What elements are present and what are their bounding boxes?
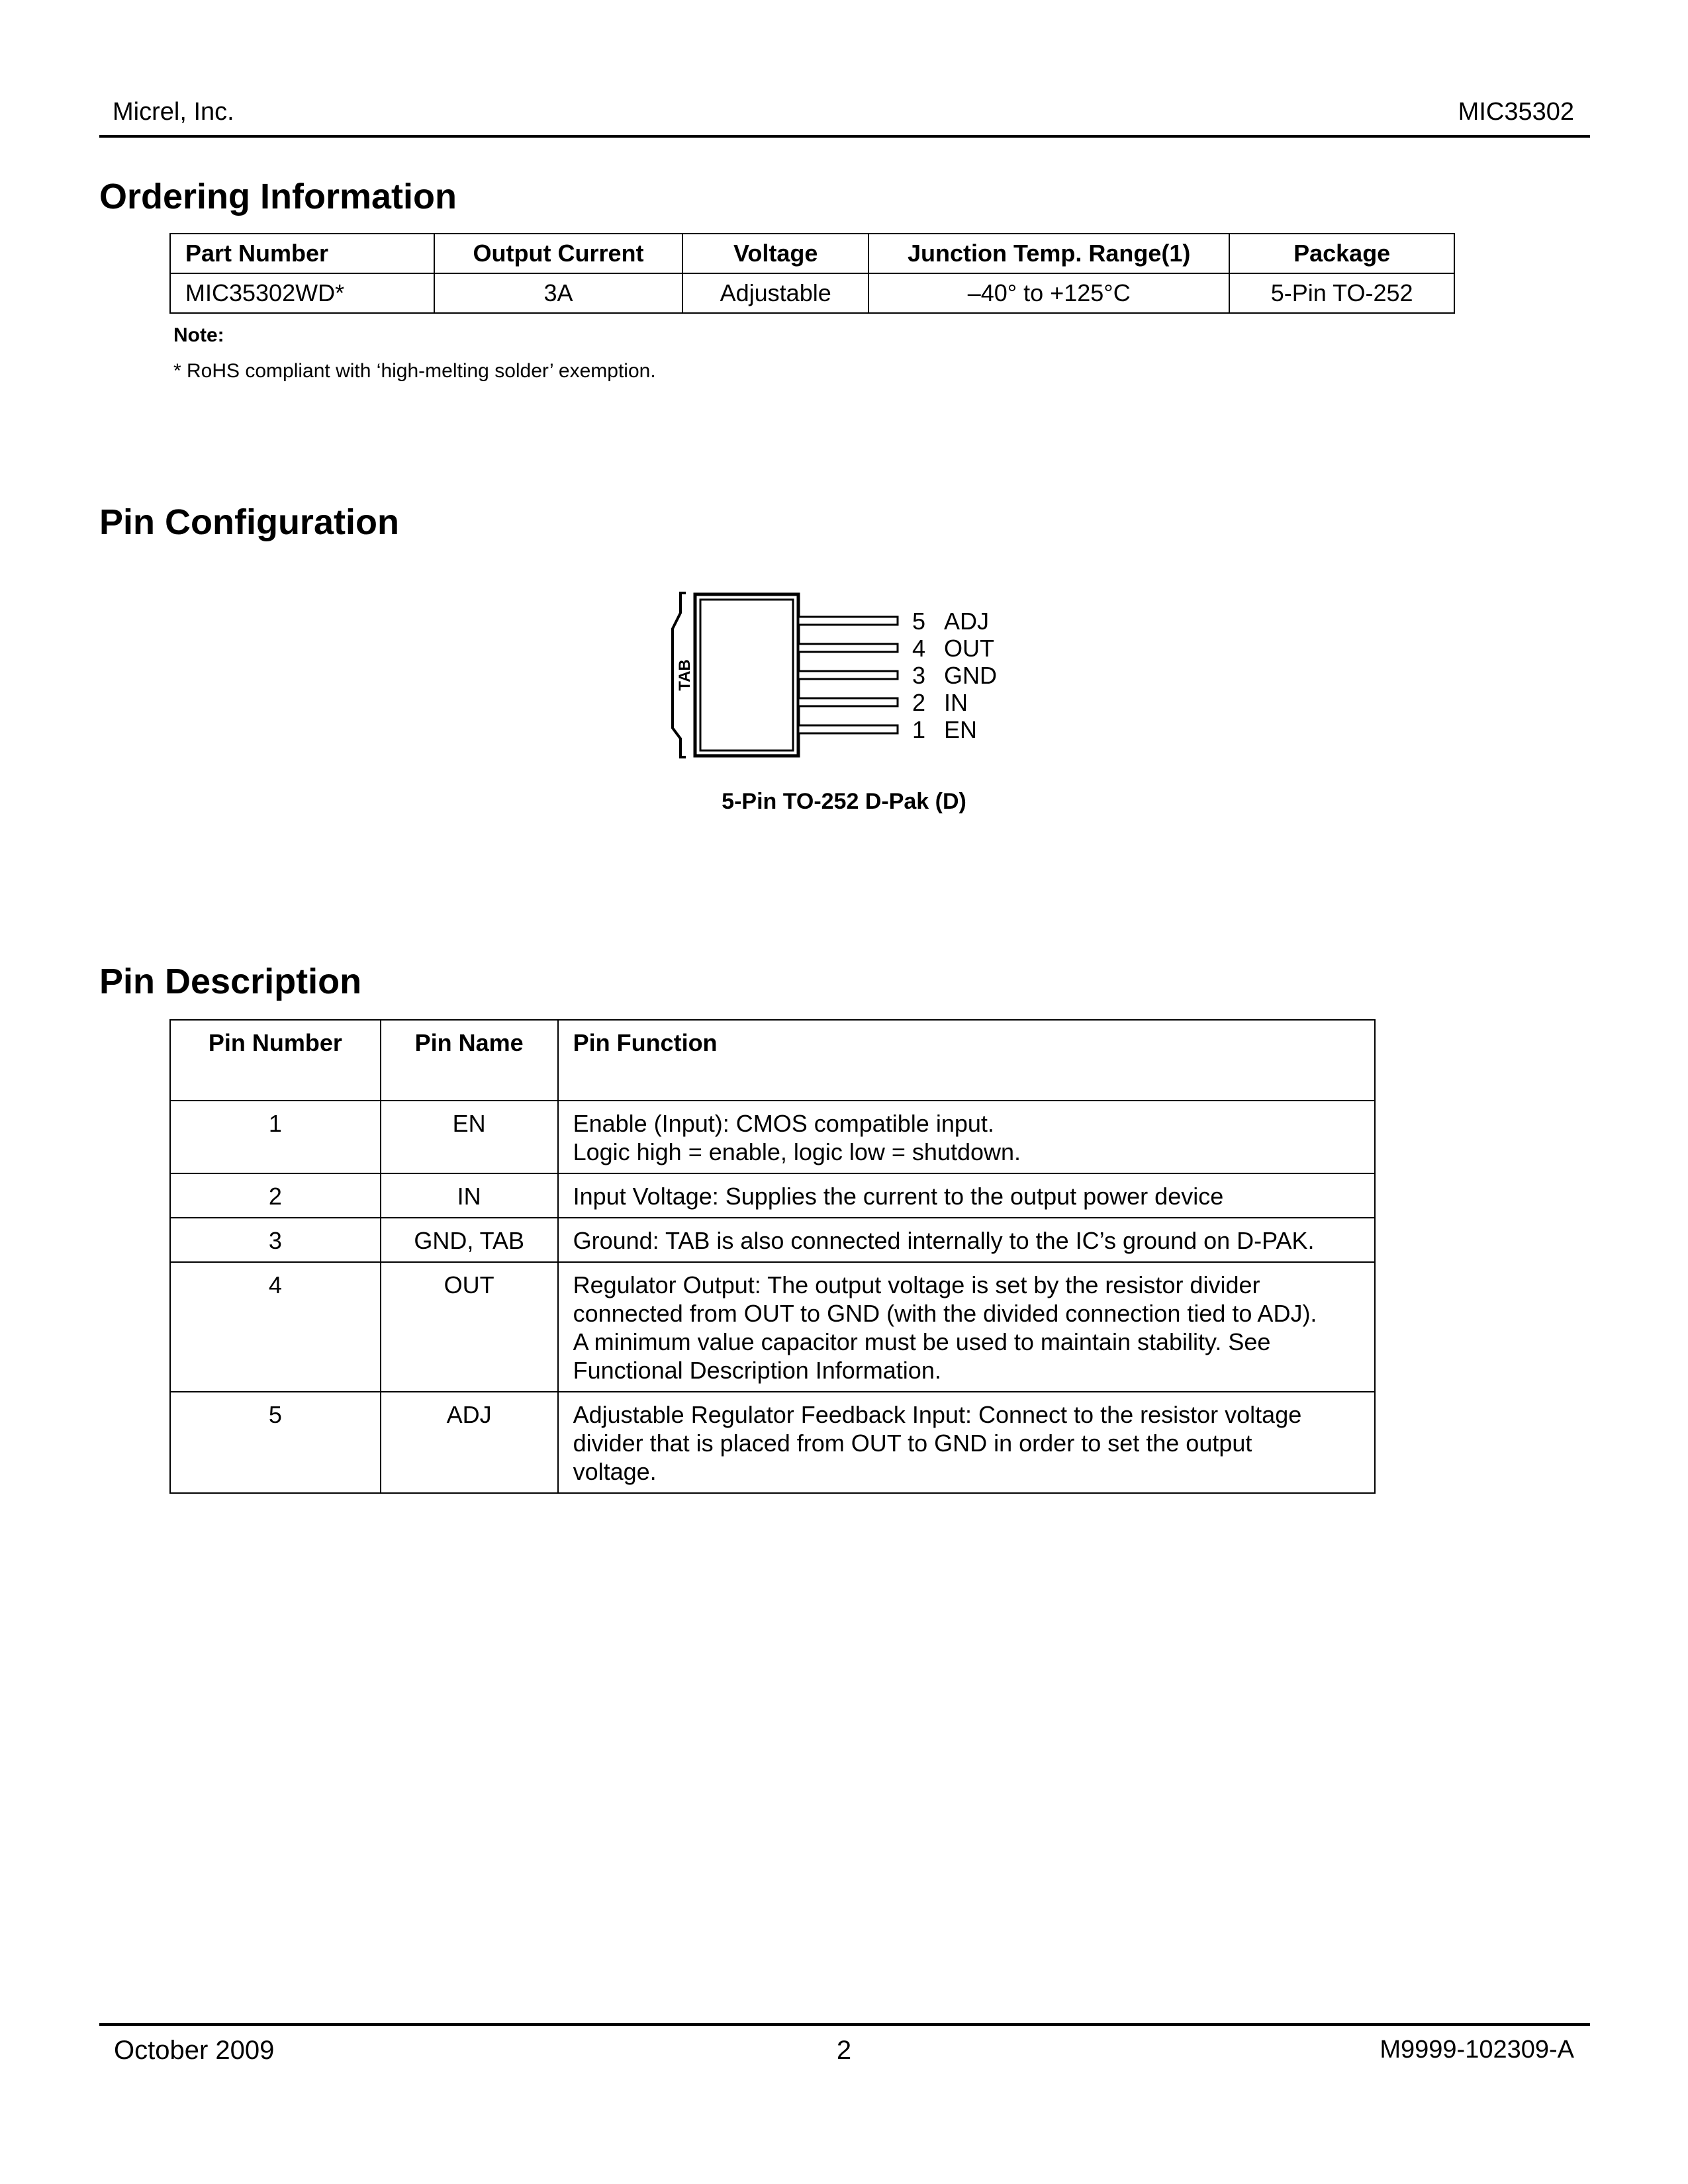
pin-desc-col-number: Pin Number — [170, 1020, 381, 1101]
pin-function-line: A minimum value capacitor must be used to maintain stability. See — [573, 1328, 1271, 1355]
pin-2-name: IN — [944, 689, 968, 716]
footer-doc-number: M9999-102309-A — [1380, 2036, 1574, 2064]
header-company: Micrel, Inc. — [113, 98, 234, 126]
ordering-header-row — [170, 234, 1454, 273]
package-tab-label: TAB — [676, 659, 694, 691]
ordering-col-junction-temp: Junction Temp. Range(1) — [868, 234, 1229, 273]
pin-lead-2 — [798, 698, 898, 706]
pin-function-line: Functional Description Information. — [573, 1357, 941, 1384]
pin-desc-header-row — [170, 1020, 1375, 1101]
pin-function-cell — [558, 1392, 1375, 1493]
ordering-col-voltage: Voltage — [682, 234, 868, 273]
package-caption: 5-Pin TO-252 D-Pak (D) — [722, 789, 966, 814]
ordering-junction-temp: –40° to +125°C — [868, 273, 1229, 313]
pin-function-cell — [558, 1101, 1375, 1173]
ordering-part-number: MIC35302WD* — [170, 273, 434, 313]
table-row — [170, 1101, 1375, 1173]
pin-5-number: 5 — [912, 608, 926, 635]
ordering-title: Ordering Information — [99, 177, 457, 216]
pin-function-line: Regulator Output: The output voltage is set by the resistor divider — [573, 1271, 1260, 1298]
pin-lead-4 — [798, 644, 898, 652]
footer-rule — [99, 2023, 1590, 2026]
pin-function-line: divider that is placed from OUT to GND in order to set the output — [573, 1430, 1252, 1457]
pin-2-number: 2 — [912, 689, 926, 716]
package-body-inner — [700, 600, 793, 751]
pin-1-number: 1 — [912, 716, 926, 743]
header-part-number: MIC35302 — [1458, 98, 1574, 126]
package-body-outer — [695, 594, 798, 756]
pin-function-line: voltage. — [573, 1458, 657, 1485]
pin-4-number: 4 — [912, 635, 926, 662]
ordering-note-text: * RoHS compliant with ‘high-melting solder’ exemption. — [173, 360, 656, 382]
pin-desc-table — [169, 1019, 1376, 1494]
table-row — [170, 1262, 1375, 1392]
ordering-col-package: Package — [1229, 234, 1454, 273]
pin-number-cell: 3 — [170, 1218, 381, 1262]
pin-function-line: Input Voltage: Supplies the current to the output power device — [573, 1183, 1224, 1210]
ordering-note-title: Note: — [173, 324, 224, 346]
pin-number-cell: 4 — [170, 1262, 381, 1392]
pin-function-line: Enable (Input): CMOS compatible input. — [573, 1110, 994, 1137]
pin-3-name: GND — [944, 662, 997, 689]
pin-function-cell — [558, 1262, 1375, 1392]
pin-function-line: Ground: TAB is also connected internally to the IC’s ground on D-PAK. — [573, 1227, 1315, 1254]
pin-number-cell: 5 — [170, 1392, 381, 1493]
ordering-data-row — [170, 273, 1454, 313]
pin-number-cell: 1 — [170, 1101, 381, 1173]
table-row — [170, 1392, 1375, 1493]
pin-name-cell: GND, TAB — [381, 1218, 558, 1262]
footer-page-number: 2 — [836, 2036, 852, 2065]
package-pin-diagram — [653, 582, 1063, 768]
ordering-voltage: Adjustable — [682, 273, 868, 313]
header-rule — [99, 135, 1590, 138]
pin-lead-5 — [798, 617, 898, 625]
ordering-output-current: 3A — [434, 273, 683, 313]
pin-function-line: connected from OUT to GND (with the divided connection tied to ADJ). — [573, 1300, 1317, 1327]
pin-function-cell — [558, 1173, 1375, 1218]
ordering-package: 5-Pin TO-252 — [1229, 273, 1454, 313]
pin-function-cell — [558, 1218, 1375, 1262]
pin-4-name: OUT — [944, 635, 994, 662]
pin-1-name: EN — [944, 716, 978, 743]
pin-function-line: Adjustable Regulator Feedback Input: Connect to the resistor voltage — [573, 1401, 1302, 1428]
pin-name-cell: IN — [381, 1173, 558, 1218]
pin-lead-1 — [798, 725, 898, 733]
table-row — [170, 1218, 1375, 1262]
pin-name-cell: EN — [381, 1101, 558, 1173]
footer-date: October 2009 — [114, 2036, 275, 2065]
pin-lead-3 — [798, 671, 898, 679]
pin-desc-col-name: Pin Name — [381, 1020, 558, 1101]
pin-desc-col-function: Pin Function — [558, 1020, 1375, 1101]
pin-number-cell: 2 — [170, 1173, 381, 1218]
pin-name-cell: OUT — [381, 1262, 558, 1392]
pin-5-name: ADJ — [944, 608, 990, 635]
pin-desc-title: Pin Description — [99, 962, 362, 1001]
ordering-table — [169, 233, 1455, 314]
ordering-col-part-number: Part Number — [170, 234, 434, 273]
table-row — [170, 1173, 1375, 1218]
ordering-col-output-current: Output Current — [434, 234, 683, 273]
pin-name-cell: ADJ — [381, 1392, 558, 1493]
pin-config-title: Pin Configuration — [99, 502, 399, 542]
pin-function-line: Logic high = enable, logic low = shutdown. — [573, 1138, 1021, 1165]
pin-3-number: 3 — [912, 662, 926, 689]
